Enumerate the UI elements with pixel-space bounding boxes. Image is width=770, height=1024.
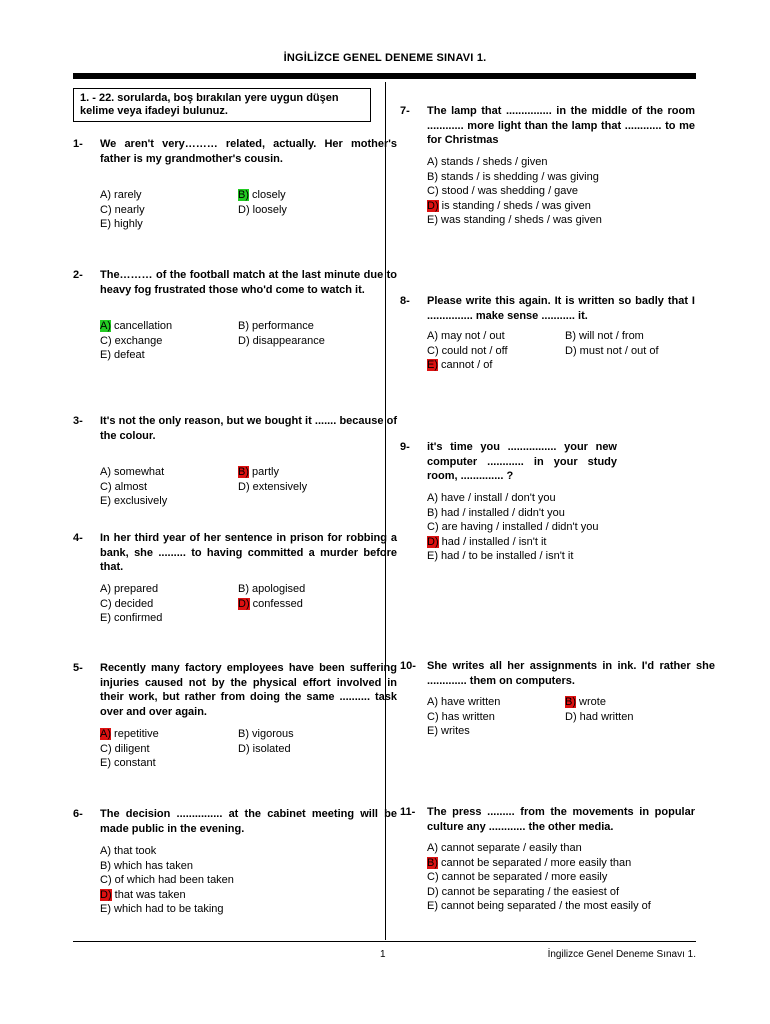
option-a[interactable]: [427, 329, 505, 344]
option-letter: D): [427, 885, 439, 898]
option-a[interactable]: [427, 155, 547, 170]
question-number: 7-: [400, 105, 410, 117]
question-stem: The press ......... from the movements in popular culture any ............ the other media.: [427, 806, 695, 833]
option-c[interactable]: [427, 710, 495, 725]
option-mark: B): [238, 466, 249, 478]
option-letter: A): [427, 696, 438, 708]
option-d[interactable]: [238, 203, 287, 218]
question-number: 5-: [73, 662, 83, 674]
option-a[interactable]: [100, 727, 159, 742]
option-letter: D): [238, 203, 250, 216]
option-letter: A): [100, 466, 111, 478]
option-e[interactable]: [100, 611, 162, 626]
option-e[interactable]: [100, 348, 145, 363]
option-letter: A): [427, 156, 438, 168]
option-text: repetitive: [111, 728, 159, 740]
option-c[interactable]: [100, 742, 150, 757]
option-d[interactable]: [100, 888, 186, 903]
option-c[interactable]: [427, 870, 607, 885]
footer-rule: [73, 941, 696, 942]
question-number: 6-: [73, 808, 83, 820]
question-number: 10-: [400, 660, 416, 672]
option-text: stands / sheds / given: [438, 156, 548, 168]
option-letter: A): [100, 189, 111, 201]
option-mark: A): [100, 320, 111, 332]
option-c[interactable]: [100, 597, 153, 612]
option-d[interactable]: [238, 480, 307, 495]
option-letter: D): [238, 480, 250, 493]
option-text: vigorous: [249, 728, 294, 740]
question-number: 9-: [400, 441, 410, 453]
option-text: nearly: [111, 203, 145, 216]
option-text: exchange: [111, 334, 163, 347]
option-text: which had to be taking: [111, 903, 224, 916]
option-letter: C): [427, 521, 439, 534]
option-mark: D): [427, 535, 439, 548]
option-b[interactable]: [100, 859, 193, 874]
question-number: 3-: [73, 415, 83, 427]
option-mark: E): [427, 359, 438, 372]
option-text: decided: [111, 597, 154, 610]
option-letter: E): [100, 757, 111, 770]
option-text: loosely: [249, 203, 287, 216]
option-letter: A): [100, 845, 111, 857]
option-letter: E): [100, 612, 111, 625]
question-stem: We aren't very……… related, actually. Her mother's father is my grandmother's cousin.: [100, 138, 397, 165]
option-d[interactable]: [427, 885, 619, 900]
option-letter: B): [565, 330, 576, 342]
option-letter: A): [100, 583, 111, 595]
option-letter: E): [427, 550, 438, 563]
option-letter: A): [427, 330, 438, 342]
option-a[interactable]: [100, 844, 156, 859]
option-text: which has taken: [111, 859, 193, 872]
option-e[interactable]: [427, 358, 492, 373]
option-text: somewhat: [111, 466, 165, 478]
option-mark: B): [565, 696, 576, 708]
option-text: had written: [576, 710, 634, 723]
option-a[interactable]: [427, 841, 582, 856]
option-e[interactable]: [100, 217, 143, 232]
option-letter: C): [100, 874, 112, 887]
option-text: confessed: [249, 597, 303, 610]
option-b[interactable]: [238, 188, 286, 203]
option-text: confirmed: [111, 612, 163, 625]
question-number: 2-: [73, 269, 83, 281]
option-letter: D): [565, 710, 577, 723]
option-e[interactable]: [427, 724, 470, 739]
question-number: 8-: [400, 295, 410, 307]
question-stem: Please write this again. It is written so badly that I ............... make sense ........... it.: [427, 295, 695, 322]
option-letter: B): [238, 583, 249, 595]
instruction-box: 1. - 22. sorularda, boş bırakılan yere uygun düşen kelime veya ifadeyi bulunuz.: [73, 88, 371, 122]
option-letter: A): [427, 492, 438, 504]
option-text: had / installed / isn't it: [438, 535, 547, 548]
option-text: stands / is shedding / was giving: [438, 170, 599, 183]
option-text: wrote: [576, 696, 606, 708]
header-rule: [73, 73, 696, 79]
option-text: must not / out of: [576, 344, 659, 357]
option-letter: C): [427, 185, 439, 198]
option-letter: B): [427, 170, 438, 183]
option-text: exclusively: [111, 495, 168, 508]
option-text: that took: [111, 845, 157, 857]
option-a[interactable]: [100, 465, 164, 480]
option-text: have / install / don't you: [438, 492, 556, 504]
option-text: cannot be separated / more easily than: [438, 856, 632, 869]
option-text: closely: [249, 189, 286, 201]
option-text: disappearance: [249, 334, 325, 347]
option-d[interactable]: [238, 742, 291, 757]
option-text: rarely: [111, 189, 142, 201]
option-text: had / installed / didn't you: [438, 506, 565, 519]
option-d[interactable]: [238, 597, 303, 612]
option-b[interactable]: [427, 170, 599, 185]
option-text: cannot separate / easily than: [438, 842, 582, 854]
option-mark: D): [100, 888, 112, 901]
option-b[interactable]: [565, 695, 606, 710]
option-letter: E): [427, 900, 438, 913]
option-letter: A): [427, 842, 438, 854]
option-text: of which had been taken: [111, 874, 234, 887]
question-number: 1-: [73, 138, 83, 150]
option-b[interactable]: [565, 329, 644, 344]
footer-title: İngilizce Genel Deneme Sınavı 1.: [547, 949, 696, 960]
option-a[interactable]: [427, 491, 556, 506]
option-text: was standing / sheds / was given: [438, 214, 602, 227]
option-letter: C): [100, 742, 112, 755]
option-text: cannot be separated / more easily: [438, 871, 608, 884]
exam-title: İNGİLİZCE GENEL DENEME SINAVI 1.: [283, 52, 487, 64]
option-letter: C): [100, 203, 112, 216]
option-text: stood / was shedding / gave: [438, 185, 579, 198]
option-b[interactable]: [238, 727, 294, 742]
option-text: have written: [438, 696, 501, 708]
question-stem: In her third year of her sentence in prison for robbing a bank, she ......... to having committed a murder before that.: [100, 532, 397, 574]
option-text: partly: [249, 466, 279, 478]
option-text: could not / off: [438, 344, 508, 357]
option-text: are having / installed / didn't you: [438, 521, 599, 534]
option-text: cannot be separating / the easiest of: [438, 885, 620, 898]
option-a[interactable]: [427, 695, 500, 710]
option-c[interactable]: [427, 184, 578, 199]
option-text: may not / out: [438, 330, 505, 342]
option-letter: C): [100, 597, 112, 610]
question-stem: The decision ............... at the cabinet meeting will be made public in the evening.: [100, 808, 397, 835]
question-number: 4-: [73, 532, 83, 544]
option-text: cancellation: [111, 320, 173, 332]
option-mark: B): [427, 856, 438, 869]
option-letter: C): [427, 871, 439, 884]
option-text: cannot being separated / the most easily of: [438, 900, 651, 913]
option-letter: E): [100, 349, 111, 362]
option-text: constant: [111, 757, 156, 770]
option-text: will not / from: [576, 330, 644, 342]
option-c[interactable]: [100, 873, 234, 888]
option-d[interactable]: [427, 535, 547, 550]
option-c[interactable]: [100, 334, 162, 349]
option-e[interactable]: [427, 899, 651, 914]
question-stem: it's time you ................ your new computer ............ in your study room, .............. ?: [427, 441, 617, 483]
option-b[interactable]: [238, 319, 314, 334]
option-letter: C): [427, 344, 439, 357]
option-text: has written: [438, 710, 495, 723]
option-letter: B): [427, 506, 438, 519]
option-letter: D): [565, 344, 577, 357]
option-b[interactable]: [238, 465, 279, 480]
option-letter: C): [100, 480, 112, 493]
option-text: apologised: [249, 583, 306, 595]
question-stem: Recently many factory employees have been suffering injuries caused not by the physical effort involved in their work, but rather from doing the same .......... task over and over again.: [100, 662, 397, 718]
option-letter: E): [427, 214, 438, 227]
option-letter: C): [100, 334, 112, 347]
question-stem: It's not the only reason, but we bought it ....... because of the colour.: [100, 415, 397, 442]
option-letter: E): [100, 903, 111, 916]
option-text: prepared: [111, 583, 159, 595]
option-c[interactable]: [100, 480, 147, 495]
option-letter: D): [238, 742, 250, 755]
option-d[interactable]: [427, 199, 591, 214]
option-a[interactable]: [100, 188, 142, 203]
option-d[interactable]: [238, 334, 325, 349]
option-letter: E): [100, 495, 111, 508]
option-letter: C): [427, 710, 439, 723]
option-mark: B): [238, 189, 249, 201]
option-text: highly: [111, 218, 143, 231]
option-letter: B): [238, 728, 249, 740]
option-c[interactable]: [427, 520, 598, 535]
option-a[interactable]: [100, 319, 172, 334]
option-mark: D): [238, 597, 250, 610]
option-text: cannot / of: [438, 359, 493, 372]
option-text: had / to be installed / isn't it: [438, 550, 574, 563]
question-stem: She writes all her assignments in ink. I'd rather she ............. them on computers.: [427, 660, 715, 687]
question-number: 11-: [400, 806, 416, 818]
option-letter: E): [427, 725, 438, 738]
question-stem: The lamp that ............... in the middle of the room ............ more light than the lamp that ............ to me for Christmas: [427, 105, 695, 147]
option-text: diligent: [111, 742, 150, 755]
option-text: performance: [249, 320, 314, 332]
option-e[interactable]: [100, 902, 224, 917]
option-text: isolated: [249, 742, 291, 755]
option-e[interactable]: [100, 494, 167, 509]
option-mark: D): [427, 199, 439, 212]
option-b[interactable]: [427, 856, 631, 871]
option-b[interactable]: [427, 506, 565, 521]
option-text: is standing / sheds / was given: [438, 199, 591, 212]
option-letter: B): [100, 859, 111, 872]
option-text: that was taken: [111, 888, 186, 901]
option-letter: B): [238, 320, 249, 332]
option-text: extensively: [249, 480, 308, 493]
option-d[interactable]: [565, 710, 633, 725]
option-mark: A): [100, 728, 111, 740]
option-b[interactable]: [238, 582, 305, 597]
option-letter: E): [100, 218, 111, 231]
question-stem: The……… of the football match at the last minute due to heavy fog frustrated those who'd come to watch it.: [100, 269, 397, 296]
option-c[interactable]: [427, 344, 508, 359]
option-d[interactable]: [565, 344, 659, 359]
option-letter: D): [238, 334, 250, 347]
option-e[interactable]: [427, 549, 573, 564]
option-a[interactable]: [100, 582, 158, 597]
option-text: writes: [438, 725, 470, 738]
page-number: 1: [380, 949, 386, 960]
option-e[interactable]: [427, 213, 602, 228]
option-text: defeat: [111, 349, 145, 362]
option-text: almost: [111, 480, 148, 493]
option-e[interactable]: [100, 756, 156, 771]
option-c[interactable]: [100, 203, 145, 218]
